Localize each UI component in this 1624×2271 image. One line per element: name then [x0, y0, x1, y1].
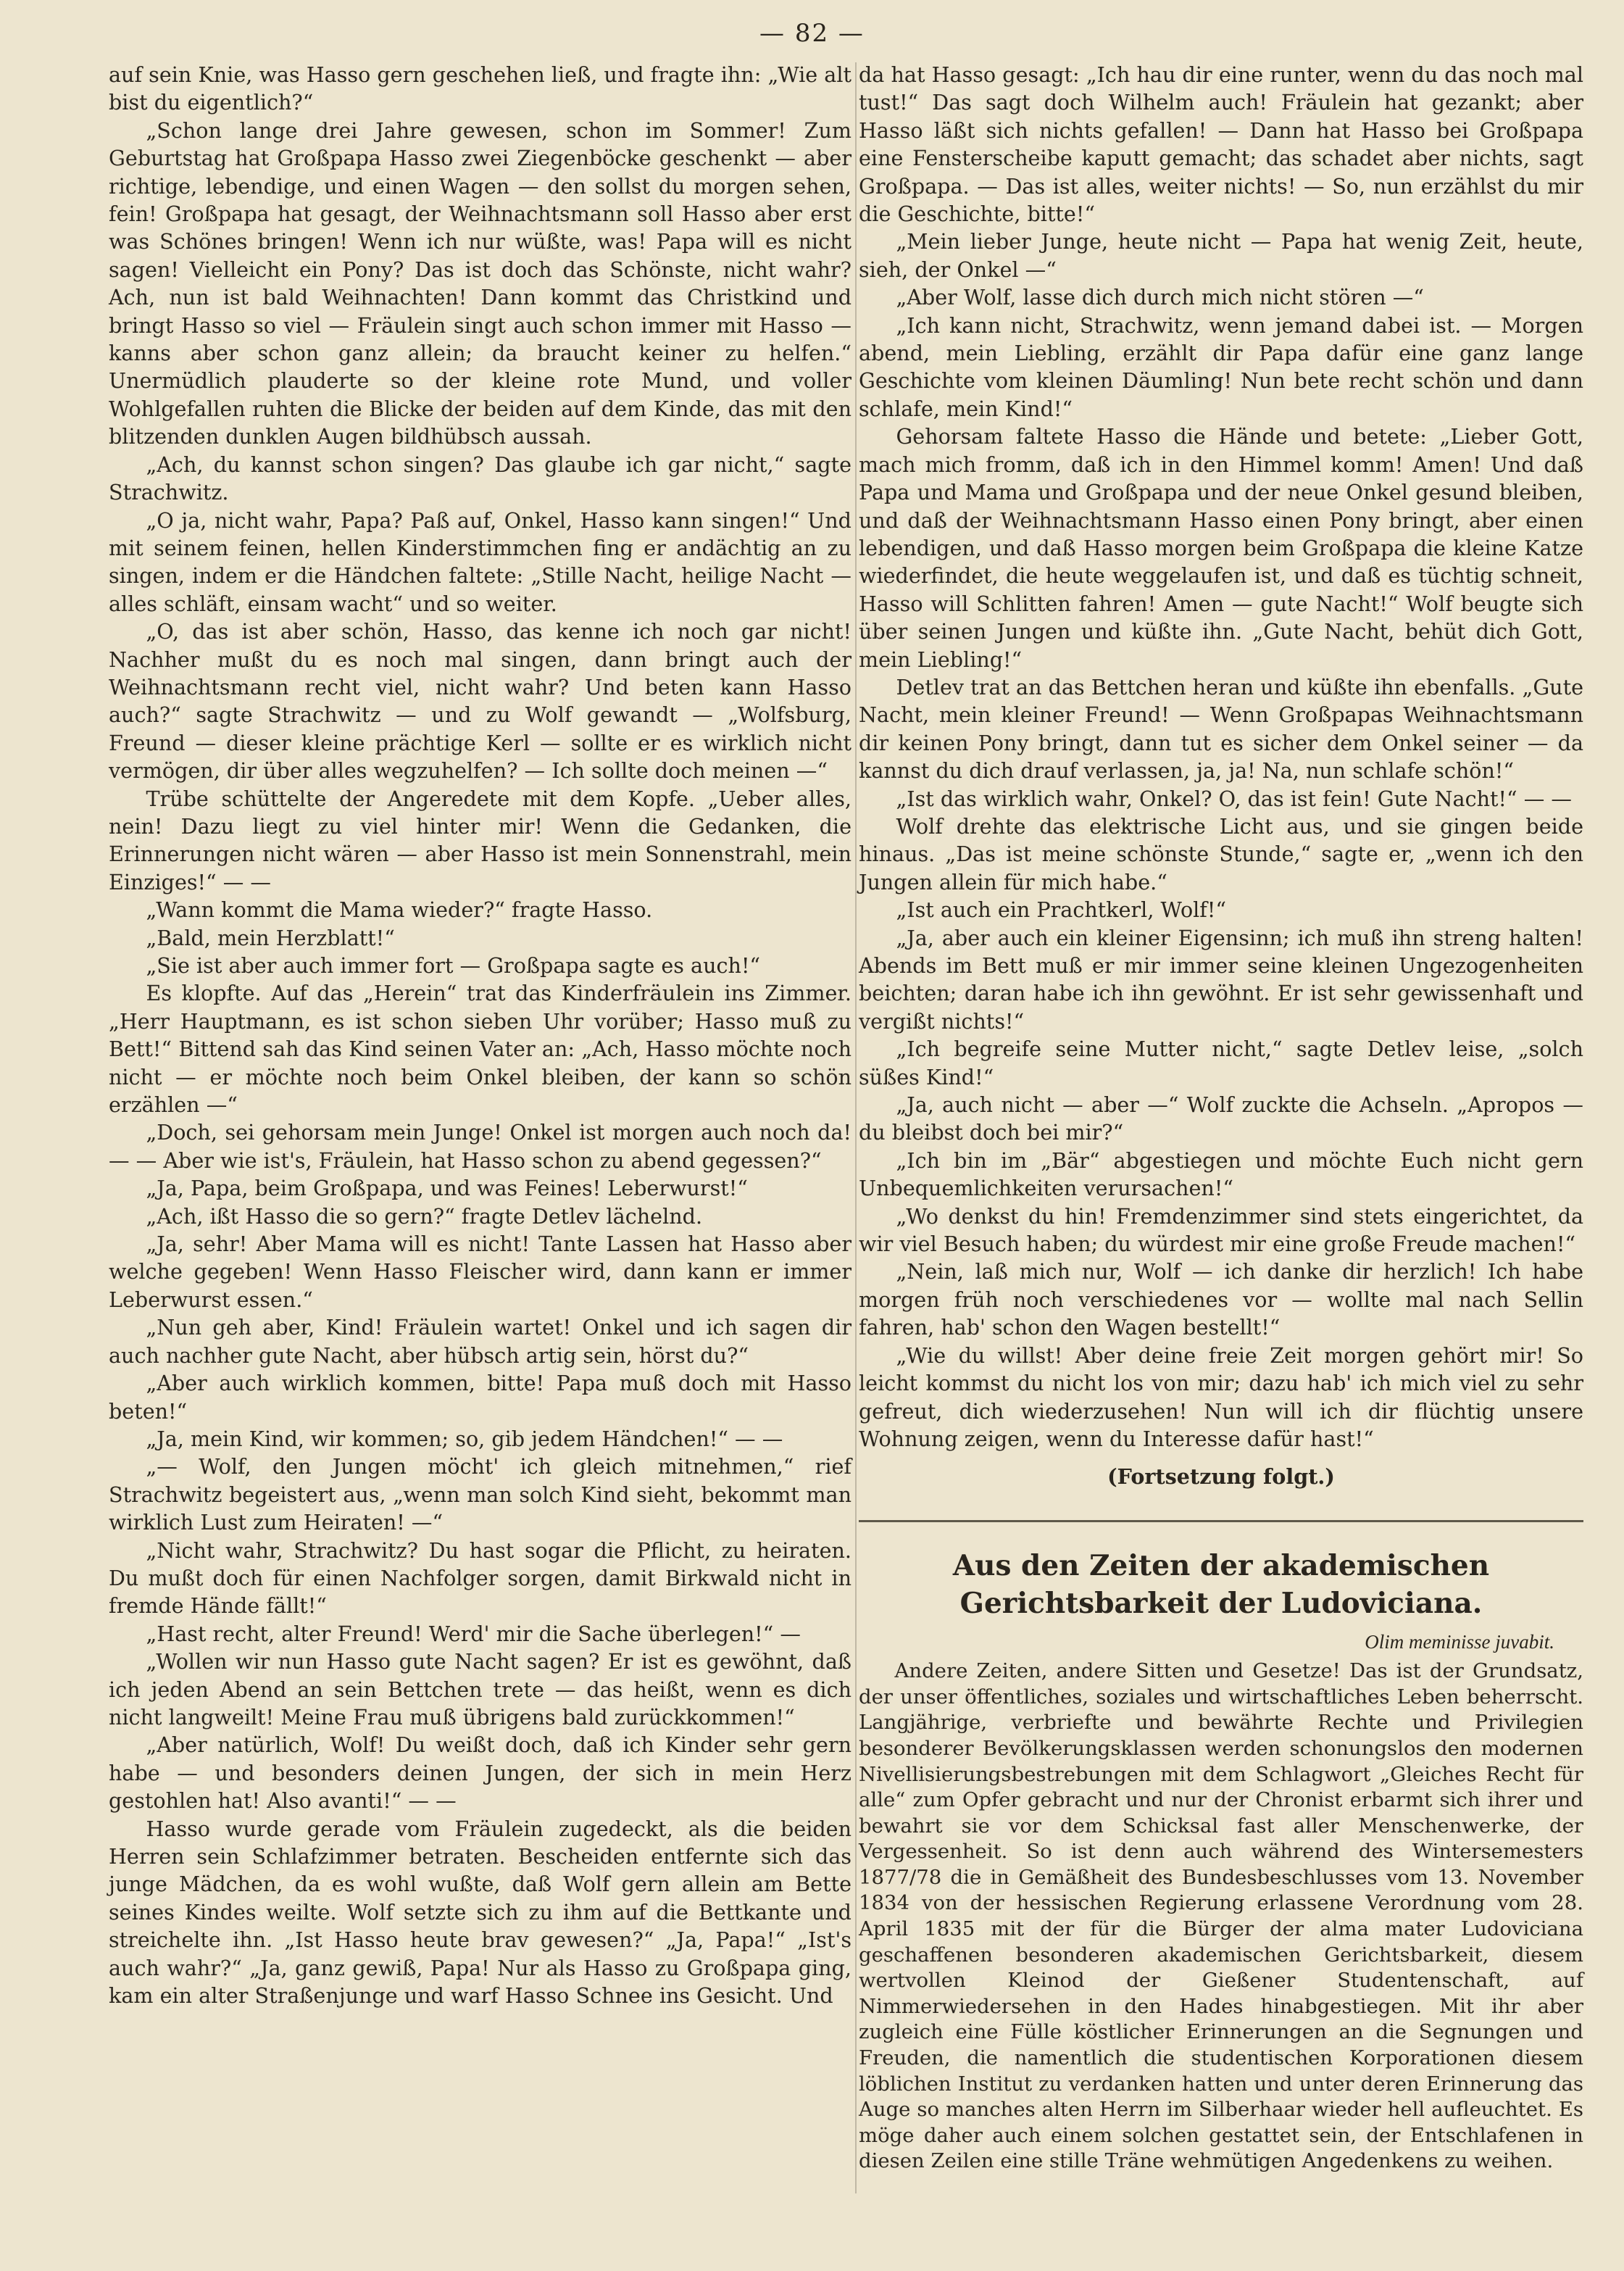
- paragraph: „Sie ist aber auch immer fort — Großpapa sagte es auch!“: [146, 953, 761, 978]
- paragraph: „Ja, Papa, beim Großpapa, und was Feines! Leberwurst!“: [146, 1176, 748, 1201]
- paragraph: auf sein Knie, was Hasso gern geschehen ließ, und fragte ihn: „Wie alt bist du eigentlich?“: [109, 62, 851, 115]
- paragraph: „Doch, sei gehorsam mein Junge! Onkel ist morgen auch noch da! — — Aber wie ist's, Fräulein, hat Hasso schon zu abend gegessen?“: [109, 1120, 851, 1173]
- paragraph: „Nein, laß mich nur, Wolf — ich danke dir herzlich! Ich habe morgen früh noch verschiedenes vor — wollte mal nach Sellin fahren, hab' schon den Wagen bestellt!“: [859, 1259, 1583, 1340]
- paragraph: „Mein lieber Junge, heute nicht — Papa hat wenig Zeit, heute, sieh, der Onkel —“: [859, 229, 1583, 282]
- paragraph: Gehorsam faltete Hasso die Hände und betete: „Lieber Gott, mach mich fromm, daß ich in den Himmel komm! Amen! Und daß Papa und Mama und Großpapa und der neue Onkel gesund bleiben, und daß der Weihnachtsmann Hasso einen Pony bringt, aber einen lebendigen, und daß Hasso morgen beim Großpapa die kleine Katze wiederfindet, die heute weggelaufen ist, und daß es tüchtig schneit, Hasso will Schlitten fahren! Amen — gute Nacht!“ Wolf beugte sich über seinen Jungen und küßte ihn. „Gute Nacht, behüt dich Gott, mein Liebling!“: [859, 424, 1583, 672]
- paragraph: „Aber natürlich, Wolf! Du weißt doch, daß ich Kinder sehr gern habe — und besonders deinen Jungen, der sich in mein Herz gestohlen hat! Also avanti!“ — —: [109, 1732, 851, 1814]
- left-column: [109, 61, 851, 2009]
- paragraph: „Ist das wirklich wahr, Onkel? O, das ist fein! Gute Nacht!“ — —: [896, 786, 1573, 811]
- right-column: [859, 61, 1583, 2175]
- article-motto: Olim meminisse juvabit.: [1365, 1630, 1554, 1653]
- paragraph: „Ist auch ein Prachtkerl, Wolf!“: [896, 897, 1226, 923]
- paragraph: „Ach, ißt Hasso die so gern?“ fragte Detlev lächelnd.: [146, 1203, 703, 1229]
- paragraph: „Ja, mein Kind, wir kommen; so, gib jedem Händchen!“ — —: [146, 1426, 783, 1451]
- page-number: — 82 —: [759, 19, 865, 48]
- paragraph: „— Wolf, den Jungen möcht' ich gleich mitnehmen,“ rief Strachwitz begeistert aus, „wenn man solch Kind sieht, bekommt man wirklich Lust zum Heiraten! —“: [109, 1454, 851, 1535]
- paragraph: „Ach, du kannst schon singen? Das glaube ich gar nicht,“ sagte Strachwitz.: [109, 452, 851, 505]
- paragraph: Hasso wurde gerade vom Fräulein zugedeckt, als die beiden Herren sein Schlafzimmer betraten. Bescheiden entfernte sich das junge Mädchen, da es wohl wußte, daß Wolf gern allein am Bette seines Kindes weilte. Wolf setzte sich zu ihm auf die Bettkante und streichelte ihn. „Ist Hasso heute brav gewesen?“ „Ja, Papa!“ „Ist's auch wahr?“ „Ja, ganz gewiß, Papa! Nur als Hasso zu Großpapa ging, kam ein alter Straßenjunge und warf Hasso Schnee ins Gesicht. Und: [109, 1816, 851, 2009]
- paragraph: Wolf drehte das elektrische Licht aus, und sie gingen beide hinaus. „Das ist meine schönste Stunde,“ sagte er, „wenn ich den Jungen allein für mich habe.“: [859, 813, 1583, 894]
- paragraph: „Bald, mein Herzblatt!“: [146, 925, 395, 950]
- paragraph: „Ich begreife seine Mutter nicht,“ sagte Detlev leise, „solch süßes Kind!“: [859, 1037, 1583, 1089]
- paragraph: „Wollen wir nun Hasso gute Nacht sagen? Er ist es gewöhnt, daß ich jeden Abend an sein Bettchen trete — das heißt, wenn es dich nicht langweilt! Meine Frau muß übrigens bald zurückkommen!“: [109, 1649, 851, 1730]
- section-rule: [859, 1520, 1583, 1522]
- paragraph: Trübe schüttelte der Angeredete mit dem Kopfe. „Ueber alles, nein! Dazu liegt zu viel hinter mir! Wenn die Gedanken, die Erinnerungen nicht wären — aber Hasso ist mein Sonnenstrahl, mein Einziges!“ — —: [109, 786, 851, 894]
- paragraph: „Ich bin im „Bär“ abgestiegen und möchte Euch nicht gern Unbequemlichkeiten verursachen!“: [859, 1147, 1583, 1201]
- paragraph: Es klopfte. Auf das „Herein“ trat das Kinderfräulein ins Zimmer. „Herr Hauptmann, es ist schon sieben Uhr vorüber; Hasso muß zu Bett!“ Bittend sah das Kind seinen Vater an: „Ach, Hasso möchte noch nicht — er möchte noch beim Onkel bleiben, der kann so schön erzählen —“: [109, 981, 851, 1118]
- paragraph: „Ja, aber auch ein kleiner Eigensinn; ich muß ihn streng halten! Abends im Bett muß er mir immer seine kleinen Ungezogenheiten beichten; daran habe ich ihn gewöhnt. Er ist sehr gewissenhaft und vergißt nichts!“: [859, 925, 1583, 1034]
- paragraph: „Ich kann nicht, Strachwitz, wenn jemand dabei ist. — Morgen abend, mein Liebling, erzählt dir Papa dafür eine ganz lange Geschichte vom kleinen Däumling! Nun bete recht schön und dann schlafe, mein Kind!“: [859, 312, 1583, 421]
- paragraph: „Nicht wahr, Strachwitz? Du hast sogar die Pflicht, zu heiraten. Du mußt doch für einen Nachfolger sorgen, damit Birkwald nicht in fremde Hände fällt!“: [109, 1537, 851, 1619]
- paragraph: „Aber auch wirklich kommen, bitte! Papa muß doch mit Hasso beten!“: [109, 1371, 851, 1424]
- column-divider: [855, 62, 857, 2193]
- paragraph: „Aber Wolf, lasse dich durch mich nicht stören —“: [896, 285, 1424, 310]
- paragraph: „Ja, auch nicht — aber —“ Wolf zuckte die Achseln. „Apropos — du bleibst doch bei mir?“: [859, 1092, 1583, 1145]
- paragraph: „Wo denkst du hin! Fremdenzimmer sind stets eingerichtet, da wir viel Besuch haben; du würdest mir eine große Freude machen!“: [859, 1203, 1583, 1257]
- article-body: [859, 1658, 1583, 2175]
- paragraph: Detlev trat an das Bettchen heran und küßte ihn ebenfalls. „Gute Nacht, mein kleiner Freund! — Wenn Großpapas Weihnachtsmann dir keinen Pony bringt, dann tut es sicher dem Onkel seiner — da kannst du dich drauf verlassen, ja, ja! Na, nun schlafe schön!“: [859, 674, 1583, 784]
- article-title: Aus den Zeiten der akademischen Gerichtsbarkeit der Ludoviciana.: [952, 1548, 1490, 1620]
- paragraph: „Hast recht, alter Freund! Werd' mir die Sache überlegen!“ —: [146, 1621, 801, 1646]
- paragraph: „Schon lange drei Jahre gewesen, schon im Sommer! Zum Geburtstag hat Großpapa Hasso zwei Ziegenböcke geschenkt — aber richtige, lebendige, und einen Wagen — den sollst du morgen sehen, fein! Großpapa hat gesagt, der Weihnachtsmann soll Hasso aber erst was Schönes bringen! Wenn ich nur wüßte, was! Papa will es nicht sagen! Vielleicht ein Pony? Das ist doch das Schönste, nicht wahr? Ach, nun ist bald Weihnachten! Dann kommt das Christkind und bringt Hasso so viel — Fräulein singt auch schon immer mit Hasso — kanns aber schon ganz allein; da braucht keiner zu helfen.“ Unermüdlich plauderte so der kleine rote Mund, und voller Wohlgefallen ruhten die Blicke der beiden auf dem Kinde, das mit den blitzenden dunklen Augen bildhübsch aussah.: [109, 117, 851, 449]
- article-paragraph: Andere Zeiten, andere Sitten und Gesetze! Das ist der Grundsatz, der unser öffentliches, soziales und wirtschaftliches Leben beherrscht. Langjährige, verbriefte und bewährte Rechte und Privilegien besonderer Bevölkerungsklassen werden schonungslos den modernen Nivellisierungsbestrebungen mit dem Schlagwort „Gleiches Recht für alle“ zum Opfer gebracht und nur der Chronist erbarmt sich ihrer und bewahrt sie vor dem Schicksal fast aller Menschenwerke, der Vergessenheit. So ist denn auch während des Wintersemesters 1877/78 die in Gemäßheit des Bundesbeschlusses vom 13. November 1834 von der hessischen Regierung erlassene Verordnung vom 28. April 1835 mit der für die Bürger der alma mater Ludoviciana geschaffenen besonderen akademischen Gerichtsbarkeit, diesem wertvollen Kleinod der Gießener Studentenschaft, auf Nimmerwiedersehen in den Hades hinabgestiegen. Mit ihr aber zugleich eine Fülle köstlicher Erinnerungen an die Segnungen und Freuden, die namentlich die studentischen Korporationen diesem löblichen Institut zu verdanken hatten und unter deren Erinnerung das Auge so manches alten Herrn im Silberhaar wieder hell aufleuchtet. Es möge daher auch einem solchen gestattet sein, der Entschlafenen in diesen Zeilen eine stille Träne wehmütigen Angedenkens zu weihen.: [859, 1659, 1583, 2173]
- paragraph: „Nun geh aber, Kind! Fräulein wartet! Onkel und ich sagen dir auch nachher gute Nacht, aber hübsch artig sein, hörst du?“: [109, 1315, 851, 1368]
- paragraph: „O ja, nicht wahr, Papa? Paß auf, Onkel, Hasso kann singen!“ Und mit seinem feinen, hellen Kinderstimmchen fing er andächtig an zu singen, indem er die Händchen faltete: „Stille Nacht, heilige Nacht — alles schläft, einsam wacht“ und so weiter.: [109, 507, 851, 616]
- paragraph: „Wie du willst! Aber deine freie Zeit morgen gehört mir! So leicht kommst du nicht los von mir; dazu hab' ich mich viel zu sehr gefreut, dich wiederzusehen! Nun will ich dir flüchtig unsere Wohnung zeigen, wenn du Interesse dafür hast!“: [859, 1342, 1583, 1451]
- paragraph: „Wann kommt die Mama wieder?“ fragte Hasso.: [146, 897, 653, 923]
- paragraph: „Ja, sehr! Aber Mama will es nicht! Tante Lassen hat Hasso aber welche gegeben! Wenn Hasso Fleischer wird, dann kann er immer Leberwurst essen.“: [109, 1232, 851, 1312]
- paragraph: „O, das ist aber schön, Hasso, das kenne ich noch gar nicht! Nachher mußt du es noch mal singen, dann bringt auch der Weihnachtsmann recht viel, nicht wahr? Und beten kann Hasso auch?“ sagte Strachwitz — und zu Wolf gewandt — „Wolfsburg, Freund — dieser kleine prächtige Kerl — sollte er es wirklich nicht vermögen, dir über alles wegzuhelfen? — Ich sollte doch meinen —“: [109, 619, 851, 784]
- continuation-note: (Fortsetzung folgt.): [1107, 1464, 1335, 1490]
- paragraph: da hat Hasso gesagt: „Ich hau dir eine runter, wenn du das noch mal tust!“ Das sagt doch Wilhelm auch! Fräulein hat gezankt; aber Hasso läßt sich nichts gefallen! — Dann hat Hasso bei Großpapa eine Fensterscheibe kaputt gemacht; das schadet aber nichts, sagt Großpapa. — Das ist alles, weiter nichts! — So, nun erzählst du mir die Geschichte, bitte!“: [859, 62, 1583, 227]
